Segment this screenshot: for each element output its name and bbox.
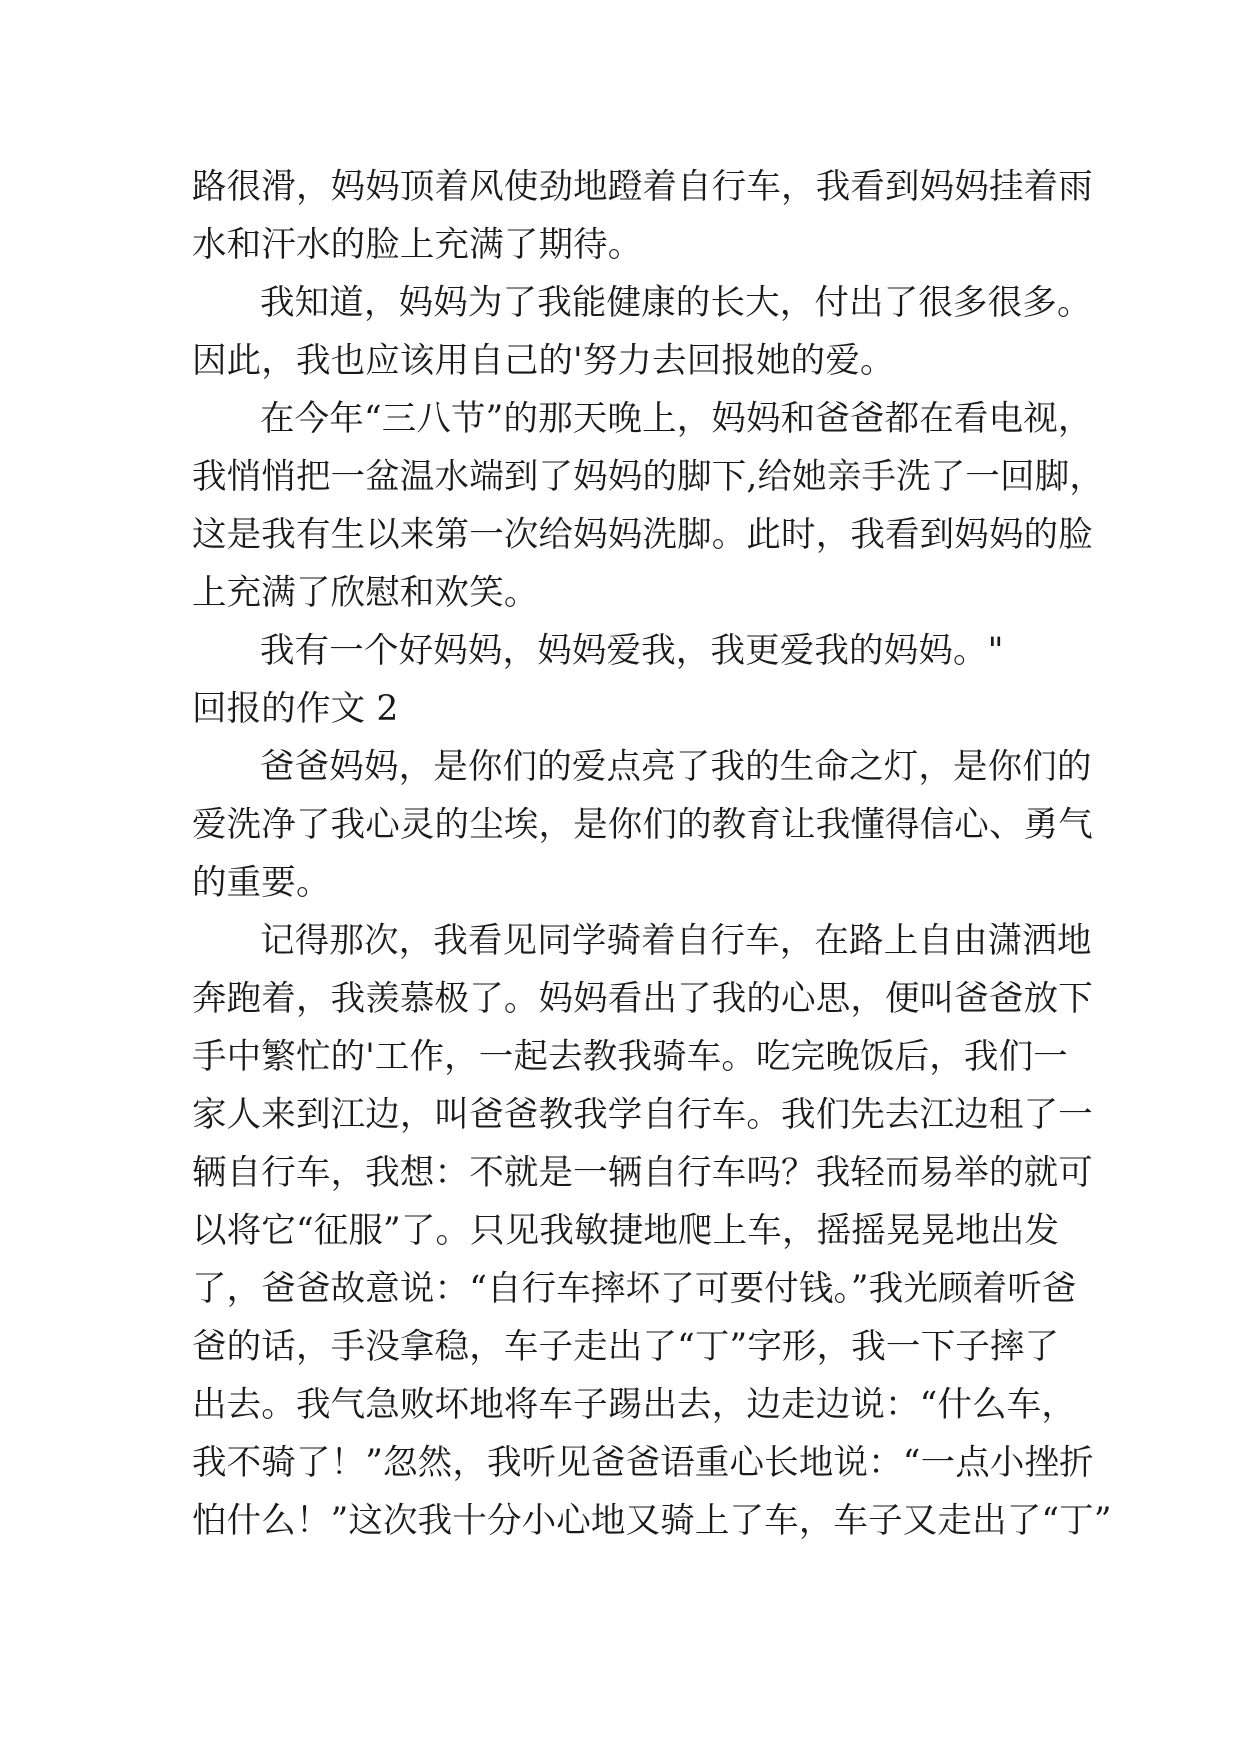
text-line: 怕什么！”这次我十分小心地又骑上了车，车子又走出了“丁”	[192, 1501, 1112, 1541]
text-line: 水和汗水的脸上充满了期待。	[192, 225, 643, 265]
document-body	[192, 158, 1112, 1550]
paragraph-start-line: 我知道，妈妈为了我能健康的长大，付出了很多很多。	[260, 283, 1092, 323]
text-line: 手中繁忙的'工作，一起去教我骑车。吃完晚饭后，我们一	[192, 1037, 1068, 1077]
text-line: 我不骑了！”忽然，我听见爸爸语重心长地说：“一点小挫折	[192, 1443, 1094, 1483]
text-line: 的重要。	[192, 863, 331, 903]
text-line: 出去。我气急败坏地将车子踢出去，边走边说：“什么车，	[192, 1385, 1077, 1425]
paragraph-start-line: 记得那次，我看见同学骑着自行车，在路上自由潇洒地	[260, 921, 1092, 961]
text-line: 奔跑着，我羡慕极了。妈妈看出了我的心思，便叫爸爸放下	[192, 979, 1093, 1019]
section-heading: 回报的作文 2	[192, 689, 399, 729]
paragraph-start-line: 爸爸妈妈，是你们的爱点亮了我的生命之灯，是你们的	[260, 747, 1092, 787]
text-line: 以将它“征服”了。只见我敏捷地爬上车，摇摇晃晃地出发	[192, 1211, 1060, 1251]
text-line: 因此，我也应该用自己的'努力去回报她的爱。	[192, 341, 895, 381]
text-line: 路很滑，妈妈顶着风使劲地蹬着自行车，我看到妈妈挂着雨	[192, 167, 1093, 207]
text-line: 家人来到江边，叫爸爸教我学自行车。我们先去江边租了一	[192, 1095, 1093, 1135]
paragraph-start-line: 在今年“三八节”的那天晚上，妈妈和爸爸都在看电视，	[260, 399, 1093, 439]
text-line: 我悄悄把一盆温水端到了妈妈的脚下,给她亲手洗了一回脚，	[192, 457, 1105, 497]
paragraph-start-line: 我有一个好妈妈，妈妈爱我，我更爱我的妈妈。"	[260, 631, 1004, 671]
text-line: 辆自行车，我想：不就是一辆自行车吗？我轻而易举的就可	[192, 1153, 1093, 1193]
text-line: 这是我有生以来第一次给妈妈洗脚。此时，我看到妈妈的脸	[192, 515, 1093, 555]
text-line: 爸的话，手没拿稳，车子走出了“丁”字形，我一下子摔了	[192, 1327, 1060, 1367]
text-line: 爱洗净了我心灵的尘埃，是你们的教育让我懂得信心、勇气	[192, 805, 1093, 845]
text-line: 了，爸爸故意说：“自行车摔坏了可要付钱。”我光顾着听爸	[192, 1269, 1077, 1309]
text-line: 上充满了欣慰和欢笑。	[192, 573, 539, 613]
